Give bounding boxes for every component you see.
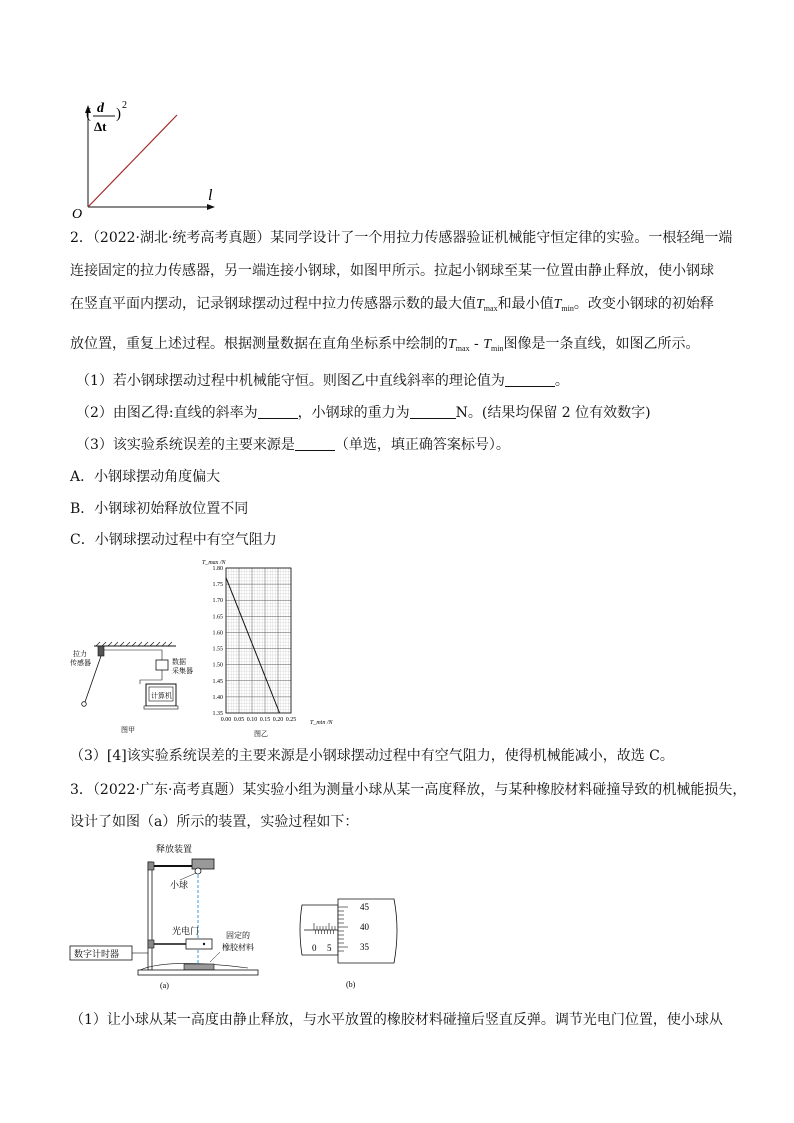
computer-label: 计算机 xyxy=(151,692,172,700)
x-axis-arrow xyxy=(207,204,215,210)
x-tick-label: 0.25 xyxy=(285,717,297,723)
y-label-left-paren: ( xyxy=(86,106,91,122)
x-label: l xyxy=(208,187,213,204)
x-axis-label: T_min /N xyxy=(310,720,333,726)
clamp-gate xyxy=(148,940,154,948)
t-min-symbol-2: $T_{min}$ xyxy=(483,337,504,353)
figure-a-caption: (a) xyxy=(160,981,169,990)
answer-blank-1[interactable] xyxy=(505,372,555,387)
q3-intro-line-1: 3．（2022·广东·高考真题）某实验小组为测量小球从某一高度释放，与某种橡胶材料碰撞导致的机械能损失， xyxy=(70,782,747,798)
tension-sensor xyxy=(98,646,104,656)
y-tick-label: 1.55 xyxy=(212,646,223,653)
y-tick-label: 1.75 xyxy=(212,582,223,589)
y-tick-label: 1.65 xyxy=(212,614,223,621)
release-device xyxy=(192,859,214,869)
base-plate xyxy=(138,970,258,975)
rubber-material xyxy=(184,964,214,970)
option-c: C．小钢球摆动过程中有空气阻力 xyxy=(70,532,277,548)
thimble-label-45: 45 xyxy=(360,902,369,912)
major-grid xyxy=(226,568,291,713)
y-label-numerator: d xyxy=(97,101,104,116)
t-max-symbol-2: $T_{max}$ xyxy=(448,337,470,353)
y-tick-label: 1.70 xyxy=(212,598,223,605)
sleeve-label-0: 0 xyxy=(312,943,317,953)
q2-intro-line-4 xyxy=(70,334,699,359)
y-label-right-paren: ) xyxy=(116,106,121,122)
photogate-label: 光电门 xyxy=(172,926,200,936)
figure-yi-caption: 图乙 xyxy=(254,730,268,738)
y-tick-label: 1.35 xyxy=(212,711,223,717)
t-min-symbol: $T_{min}$ xyxy=(553,297,574,313)
q2-part-3: （3）该实验系统误差的主要来源是 （单选，填正确答案标号）。 xyxy=(76,437,510,453)
y-tick-label: 1.40 xyxy=(212,694,223,701)
figure-b-caption: (b) xyxy=(346,980,356,989)
rubber-leader xyxy=(210,952,220,962)
thimble-label-40: 40 xyxy=(360,922,369,932)
ball-label: 小球 xyxy=(170,880,189,890)
x-tick-label: 0.05 xyxy=(233,717,245,723)
minor-grid xyxy=(226,568,291,713)
q2-intro-line-2: 连接固定的拉力传感器，另一端连接小钢球，如图甲所示。拉起小钢球至某一位置由静止释放，使小钢球 xyxy=(70,263,714,279)
rubber-label-2: 橡胶材料 xyxy=(222,943,254,952)
dash-symbol: - xyxy=(469,336,484,352)
figure-b xyxy=(296,893,406,993)
q2-part-2: （2）由图乙得:直线的斜率为 ，小钢球的重力为 N。(结果均保留 2 位有效数字) xyxy=(76,405,651,421)
q3-part-1: （1）让小球从某一高度由静止释放，与水平放置的橡胶材料碰撞后竖直反弹。调节光电门位置，使小球从 xyxy=(70,1012,723,1028)
x-tick-label: 0.20 xyxy=(272,717,284,723)
answer-blank-4[interactable] xyxy=(295,436,335,451)
y-tick-label: 1.60 xyxy=(212,630,223,637)
rubber-label-1: 固定的 xyxy=(226,931,250,940)
figure-jia xyxy=(66,632,206,742)
t-max-symbol: $T_{max}$ xyxy=(476,297,498,313)
photogate-sensor xyxy=(203,943,205,945)
x-tick-label: 0.00 xyxy=(220,717,232,723)
answer-blank-2[interactable] xyxy=(258,404,298,419)
x-tick-label: 0.15 xyxy=(259,717,271,723)
y-tick-label: 1.50 xyxy=(212,662,223,669)
sleeve-label-5: 5 xyxy=(327,943,332,953)
y-tick-labels xyxy=(213,566,224,717)
digital-timer-label: 数字计时器 xyxy=(74,949,120,959)
q2-part-1: （1）若小钢球摆动过程中机械能守恒。则图乙中直线斜率的理论值为 。 xyxy=(76,373,569,389)
sensor-label-1: 拉力 xyxy=(73,650,87,658)
figure-jia-caption: 图甲 xyxy=(121,726,135,734)
q2-answer: （3）[4]该实验系统误差的主要来源是小钢球摆动过程中有空气阻力，使得机械能减小，故选 C。 xyxy=(70,748,674,764)
release-device-label: 释放装置 xyxy=(156,844,193,854)
x-tick-labels xyxy=(221,717,297,723)
y-tick-label: 1.80 xyxy=(212,566,223,572)
clamp-top xyxy=(148,862,154,870)
q2-intro-line-4a: 放位置，重复上述过程。根据测量数据在直角坐标系中绘制的 xyxy=(70,336,448,352)
plot-frame xyxy=(226,568,291,713)
q2-intro-line-1: 2．（2022·湖北·统考高考真题）某同学设计了一个用拉力传感器验证机械能守恒定律的实验。一根轻绳一端 xyxy=(70,230,733,246)
figure-a xyxy=(68,840,268,995)
collector-label-2: 采集器 xyxy=(172,667,193,675)
y-label-exponent: 2 xyxy=(122,100,127,111)
collector-wire xyxy=(140,670,162,684)
y-label-denominator: Δt xyxy=(94,119,107,134)
q2-intro-line-3b: 和最小值 xyxy=(497,296,554,312)
option-a: A．小钢球摆动角度偏大 xyxy=(70,469,221,485)
q2-intro-line-4b: 图像是一条直线，如图乙所示。 xyxy=(503,336,700,352)
stand-pole xyxy=(148,862,152,970)
answer-blank-3[interactable] xyxy=(410,404,456,419)
steel-ball xyxy=(82,702,87,707)
ball-leader xyxy=(180,873,196,880)
y-tick-label: 1.45 xyxy=(212,678,223,685)
sensor-wire xyxy=(104,650,162,660)
collector-label-1: 数据 xyxy=(172,658,186,666)
thimble-label-35: 35 xyxy=(360,942,369,952)
q3-intro-line-2: 设计了如图（a）所示的装置，实验过程如下： xyxy=(70,814,359,830)
option-b: B．小钢球初始释放位置不同 xyxy=(70,501,249,517)
y-axis-label: T_max /N xyxy=(202,560,226,566)
x-tick-label: 0.10 xyxy=(246,717,258,723)
ceiling-hatch xyxy=(96,642,172,646)
data-collector xyxy=(156,660,168,670)
q2-intro-line-3c: 。改变小钢球的初始释 xyxy=(573,296,714,312)
computer-base xyxy=(144,706,178,709)
figure-yi-chart xyxy=(200,558,335,738)
sensor-label-2: 传感器 xyxy=(70,659,91,667)
q2-intro-line-3 xyxy=(70,294,714,319)
q2-intro-line-3a: 在竖直平面内摆动，记录钢球摆动过程中拉力传感器示数的最大值 xyxy=(70,296,476,312)
top-graph xyxy=(60,92,230,222)
origin-label: O xyxy=(72,207,83,222)
photogate xyxy=(186,939,212,949)
